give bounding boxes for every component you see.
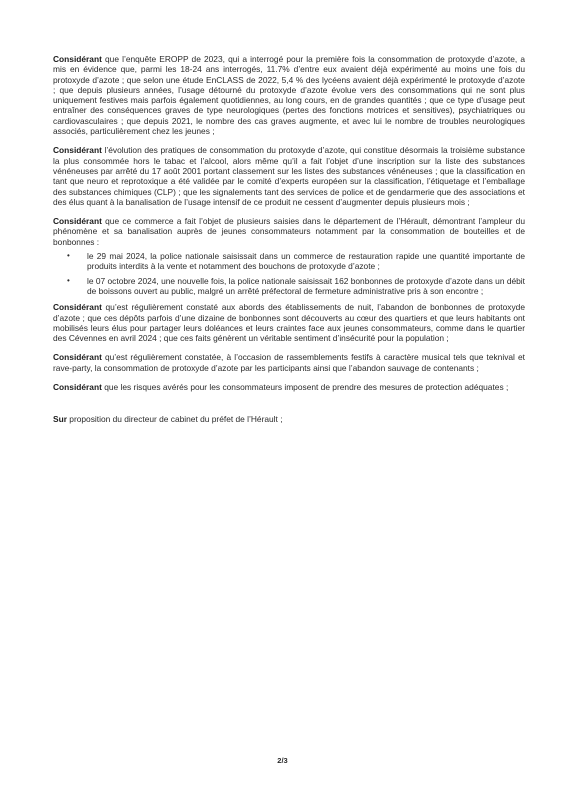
considerant-lead: Considérant [53,145,102,156]
considerant-text: qu’est régulièrement constatée, à l’occasion de rassemblements festifs à caractère musical tels que teknival et rave-party, la consommation de protoxyde d’azote par les participants ainsi que l’abandon sauvage de contenants ; [53,352,525,373]
considerant-paragraph [53,382,525,392]
list-item [53,276,525,297]
page-number: 2/3 [277,756,288,765]
bullet-icon: • [67,251,70,261]
list-item-text: le 07 octobre 2024, une nouvelle fois, la police nationale saisissait 162 bonbonnes de protoxyde d’azote dans un débit de boissons ouvert au public, malgré un arrêté préfectoral de fermeture administrative pris à son encontre ; [87,275,525,296]
proposal-text: proposition du directeur de cabinet du préfet de l’Hérault ; [66,414,283,425]
considerant-paragraph [53,352,525,373]
proposal-lead: Sur [53,414,67,425]
considerant-paragraph [53,145,525,207]
proposal-paragraph [53,414,525,424]
considerant-text: que l’enquête EROPP de 2023, qui a interrogé pour la première fois la consommation de protoxyde d’azote, a mis en évidence que, parmi les 18-24 ans interrogés, 11.7% d’entre eux avaient déjà expérimenté au moins une fois du protoxyde d’azote ; que selon une étude EnCLASS de 2022, 5,4 % des lycéens avaient déjà expérimenté le protoxyde d’azote ; que depuis plusieurs années, l’usage détourné du protoxyde d’azote évolue vers des consommations qui ne sont plus uniquement festives mais parfois également quotidiennes, au long cours, en de grandes quantités ; que ce type d’usage peut entraîner des conséquences graves de type neurologiques (pertes des fonctions motrices et sensitives), psychiatriques ou cardiovasculaires ; que depuis 2021, le nombre des cas graves augmente, et avec lui le nombre de troubles neurologiques associés, particulièrement chez les jeunes ; [53,54,525,137]
considerant-lead: Considérant [53,352,102,363]
document-body [53,54,525,434]
seizure-list [53,251,525,296]
considerant-lead: Considérant [53,54,102,64]
considerant-paragraph [53,216,525,247]
considerant-text: qu’est régulièrement constaté aux abords des établissements de nuit, l’abandon de bonbonnes de protoxyde d’azote ; que ces dépôts parfois d’une dizaine de bonbonnes sont découverts au cœur des quartiers et que leurs habitants ont mobilisés leurs élus pour partager leurs doléances et leurs craintes face aux jeunes consommateurs, comme dans le quartier des Cévennes en avril 2024 ; que ces faits génèrent un véritable sentiment d’insécurité pour la population ; [53,302,525,344]
considerant-lead: Considérant [53,302,102,313]
considerant-lead: Considérant [53,216,102,227]
considerant-text: que ce commerce a fait l’objet de plusieurs saisies dans le département de l’Hérault, démontrant l’ampleur du phénomène et sa banalisation auprès de jeunes consommateurs notamment par la consommation de bouteilles et de bonbonnes : [53,216,525,247]
list-item [53,251,525,272]
list-item-text: le 29 mai 2024, la police nationale saisissait dans un commerce de restauration rapide une quantité importante de produits interdits à la vente et notamment des bouchons de protoxyde d’azote ; [87,251,525,272]
considerant-paragraph [53,54,525,136]
considerant-text: l’évolution des pratiques de consommation du protoxyde d’azote, qui constitue désormais la troisième substance la plus consommée hors le tabac et l’alcool, alors même qu’il a fait l’objet d’une inscription sur la liste des substances vénéneuses par arrêté du 17 août 2001 portant classement sur les listes des substances vénéneuses ; que la classification en tant que neuro et reprotoxique a été validée par le comité d’experts européen sur la classification, l’étiquetage et l’emballage des substances chimiques (CLP) ; que les signalements tant des services de police et de gendarmerie que des associations et des élus quant à la banalisation de l’usage intensif de ce produit ne cessent d’augmenter depuis plusieurs mois ; [53,145,525,207]
considerant-lead: Considérant [53,382,102,393]
considerant-text: que les risques avérés pour les consommateurs imposent de prendre des mesures de protection adéquates ; [101,382,509,393]
bullet-icon: • [67,275,70,285]
considerant-paragraph [53,302,525,343]
